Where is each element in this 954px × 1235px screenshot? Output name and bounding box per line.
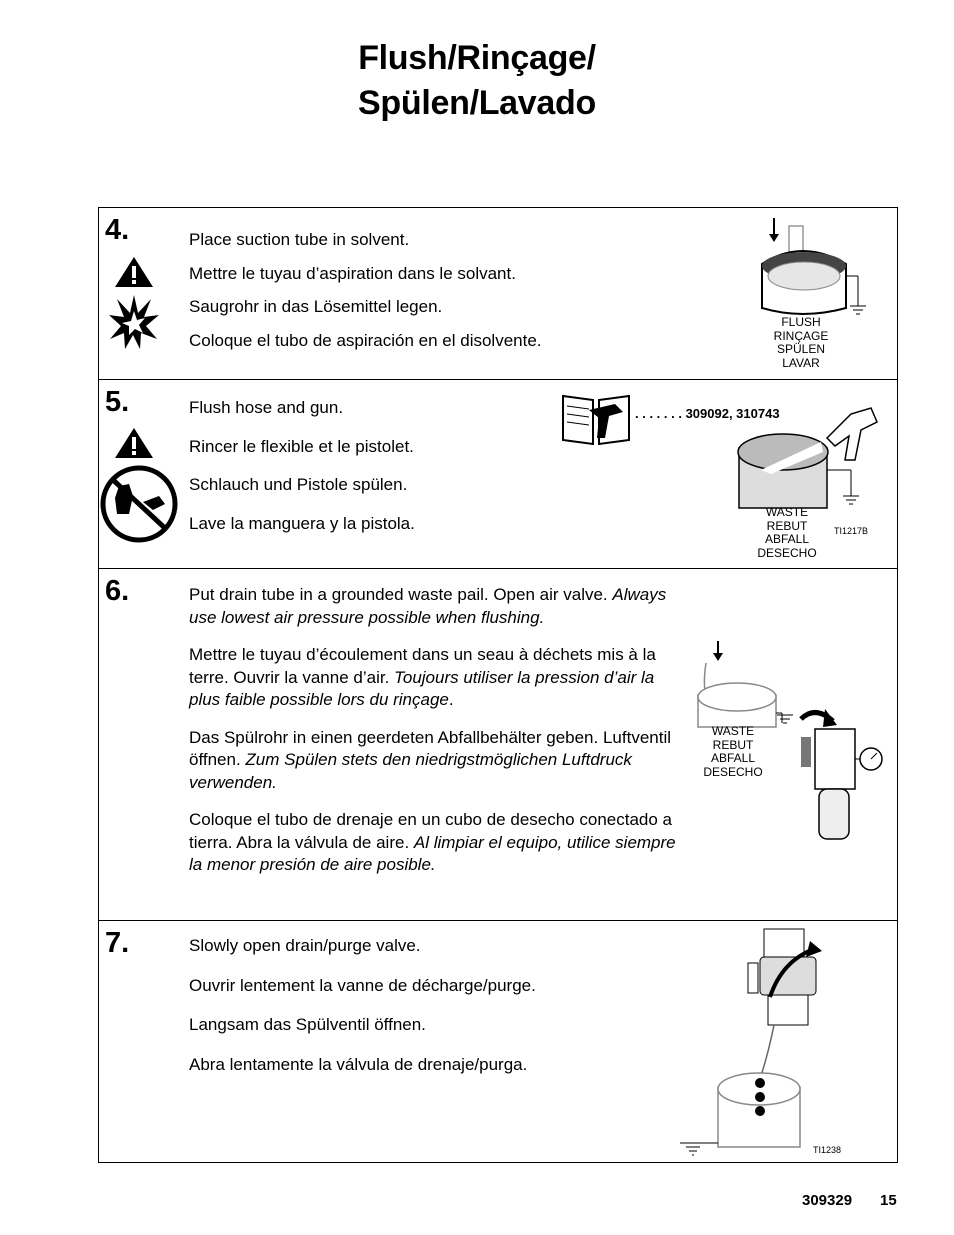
caption-es: LAVAR bbox=[782, 355, 820, 370]
caption-fr: REBUT bbox=[766, 518, 808, 533]
instruction-es: Lave la manguera y la pistola. bbox=[189, 513, 415, 533]
air-regulator-illustration bbox=[771, 699, 891, 859]
step-7-row bbox=[99, 921, 897, 1164]
manual-reference: . . . . . . . 309092, 310743 bbox=[635, 406, 780, 421]
instruction-text: Das Spülrohr in einen geerdeten Abfallbehälter geben. Luftventil öffnen. bbox=[189, 727, 672, 769]
caption-en: FLUSH bbox=[781, 315, 821, 329]
instruction-text: Put drain tube in a grounded waste pail. Open air valve. bbox=[189, 585, 608, 604]
instruction-note: Zum Spülen stets den niedrigstmöglichen Luftdruck verwenden. bbox=[189, 750, 632, 792]
instruction-de: Langsam das Spülventil öffnen. bbox=[189, 1015, 426, 1034]
caption-en: WASTE bbox=[765, 505, 809, 519]
solvent-pail-illustration bbox=[754, 216, 874, 326]
caption-en: WASTE bbox=[711, 724, 755, 738]
instruction-en: Slowly open drain/purge valve. bbox=[189, 936, 421, 955]
caption-de: ABFALL bbox=[710, 751, 756, 765]
page-number: 15 bbox=[880, 1192, 897, 1209]
caption-de: SPÜLEN bbox=[776, 342, 826, 356]
instruction-fr: Ouvrir lentement la vanne de décharge/purge. bbox=[189, 975, 536, 995]
instruction-tail: . bbox=[448, 690, 454, 709]
instruction-en: Place suction tube in solvent. bbox=[189, 230, 410, 249]
figure-id: TI1238 bbox=[813, 1145, 842, 1155]
steps-table bbox=[98, 207, 898, 1163]
caption-de: ABFALL bbox=[764, 532, 810, 546]
instruction-de: Schlauch und Pistole spülen. bbox=[189, 475, 408, 494]
instruction-de bbox=[189, 727, 689, 795]
warning-icon bbox=[113, 426, 155, 460]
explosion-icon bbox=[107, 293, 161, 351]
step-7-text bbox=[189, 935, 536, 1076]
instruction-de: Saugrohr in das Lösemittel legen. bbox=[189, 297, 443, 316]
step-number: 6. bbox=[105, 575, 130, 607]
caption-es: DESECHO bbox=[703, 764, 763, 779]
step-6-text bbox=[189, 584, 689, 877]
step-number: 7. bbox=[105, 927, 130, 959]
caption-fr: RINÇAGE bbox=[773, 328, 829, 343]
instruction-note: Al limpiar el equipo, utilice siempre la menor presión de aire posible. bbox=[189, 832, 676, 874]
step-6-row bbox=[99, 569, 897, 921]
instruction-text: Coloque el tubo de drenaje en un cubo de desecho conectado a tierra. Abra la válvula de aire. bbox=[189, 810, 672, 852]
manual-book-icon bbox=[559, 392, 633, 446]
step-4-row bbox=[99, 208, 897, 380]
instruction-text: Mettre le tuyau d’écoulement dans un seau à déchets mis à la terre. Ouvrir la vanne d’air. bbox=[189, 645, 656, 687]
flush-caption bbox=[763, 316, 839, 370]
title-line-2: Spülen/Lavado bbox=[358, 84, 596, 122]
instruction-fr: Mettre le tuyau d’aspiration dans le solvant. bbox=[189, 263, 516, 283]
instruction-note: Always use lowest air pressure possible when flushing. bbox=[189, 585, 667, 627]
document-number: 309329 bbox=[802, 1192, 853, 1209]
warning-icon bbox=[113, 255, 155, 289]
step-5-row bbox=[99, 380, 897, 569]
waste-caption bbox=[749, 506, 825, 560]
step-number: 5. bbox=[105, 386, 130, 418]
waste-caption-6 bbox=[695, 725, 771, 779]
caption-es: DESECHO bbox=[757, 545, 817, 560]
step-number: 4. bbox=[105, 214, 130, 246]
page-title bbox=[0, 36, 954, 126]
instruction-en bbox=[189, 584, 689, 629]
instruction-fr: Rincer le flexible et le pistolet. bbox=[189, 436, 414, 456]
instruction-en: Flush hose and gun. bbox=[189, 398, 344, 417]
instruction-es: Abra lentamente la válvula de drenaje/purga. bbox=[189, 1054, 528, 1074]
step-5-text bbox=[189, 397, 415, 535]
no-hand-in-spray-icon bbox=[99, 464, 181, 544]
drain-valve-pail-illustration bbox=[674, 925, 844, 1157]
figure-id: TI1217B bbox=[834, 526, 869, 536]
instruction-note: Toujours utiliser la pression d’air la plus faible possible lors du rinçage bbox=[189, 667, 655, 709]
waste-pail-gun-illustration bbox=[731, 400, 879, 510]
instruction-es: Coloque el tubo de aspiración en el disolvente. bbox=[189, 330, 542, 350]
caption-fr: REBUT bbox=[712, 737, 754, 752]
step-4-text bbox=[189, 229, 542, 352]
title-line-1: Flush/Rinçage/ bbox=[358, 39, 596, 77]
instruction-fr bbox=[189, 644, 689, 712]
instruction-es bbox=[189, 809, 689, 877]
